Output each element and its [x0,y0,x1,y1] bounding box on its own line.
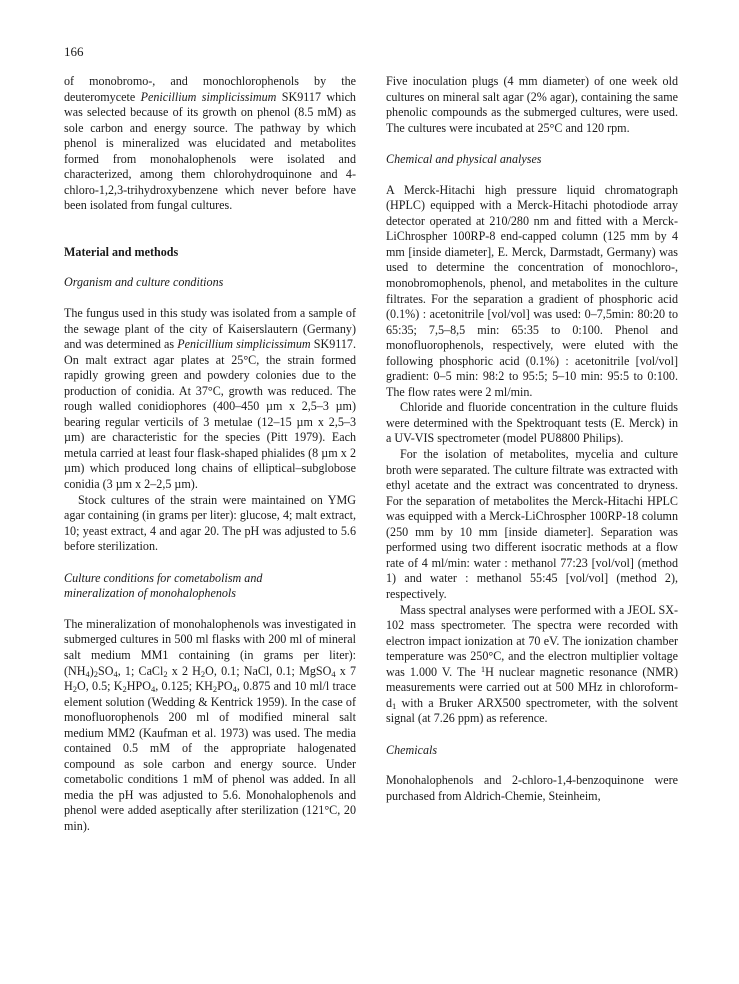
intro-paragraph: of monobromo-, and monochlorophenols by the deuteromycete Penicillium simplicissimum SK9117 which was selected because of its growth on phenol (8.5 mM) as sole carbon and energy source. The pathway by which phenol is mineralized was elucidated and metabolites formed from monohalophenols were isolated and characterized, among them chlorohydroquinone and 4-chloro-1,2,3-trihydroxybenzene which never before have been isolated from fungal cultures. [64,74,356,213]
left-column [64,74,356,835]
subheading-culture-conditions [64,571,356,602]
subheading-chemical-analyses: Chemical and physical analyses [386,152,542,167]
chemicals-paragraph: Monohalophenols and 2-chloro-1,4-benzoquinone were purchased from Aldrich-Chemie, Steinheim, [386,773,678,803]
subheading-culture-line1: Culture conditions for cometabolism and [64,570,263,585]
hplc-paragraph: A Merck-Hitachi high pressure liquid chromatograph (HPLC) equipped with a Merck-Hitachi photodiode array detector operated at 210/280 nm and fitted with a Merck-LiChrospher 100RP-8 end-capped column (125 mm by 4 mm [inside diameter], E. Merck, Darmstadt, Germany) was used to determine the concentration of monochloro-, monobromophenols, phenol, and metabolites in the culture filtrates. For the separation a gradient of phosphoric acid (0.1%) : acetonitrile [vol/vol] was used: 0–7,5min: 80:20 to 65:35; 7,5–8,5 min: 65:35 to 0:100. Phenol and monofluorophenols, respectively, were eluted with the following phosphoric acid (0.1%) : acetonitrile [vol/vol] gradient: 0–5 min: 98:2 to 95:5; 5–10 min: 95:5 to 0:100. The flow rates were 2 ml/min. [386,182,678,399]
stock-cultures-paragraph: Stock cultures of the strain were maintained on YMG agar containing (in grams per liter): glucose, 4; malt extract, 10; yeast extract, 4 and agar 20. The pH was adjusted to 5.6 before sterilization. [64,492,356,554]
subheading-organism: Organism and culture conditions [64,275,224,290]
right-column [386,74,678,805]
isolation-paragraph: For the isolation of metabolites, mycelia and culture broth were separated. The culture filtrate was extracted with ethyl acetate and the extract was concentrated to dryness. For the separation of metabolites the Merck-Hitachi HPLC was equipped with a Merck-LiChrospher 100RP-18 column (250 mm by 10 mm [inside diameter]. Separation was performed using two different isocratic methods at a flow rate of 4 ml/min: water : methanol 77:23 [vol/vol] (method 1) and water : methanol 55:45 [vol/vol] (method 2), respectively. [386,447,678,601]
mineralization-paragraph: The mineralization of monohalophenols was investigated in submerged cultures in 500 ml flasks with 200 ml of mineral salt medium MM1 containing (in grams per liter): $(NH_4)_2SO_4$, 1; CaCl$_2$ x 2 $H_2O$, 0.1; NaCl, 0.1; MgSO$_4$ x 7 $H_2O$, 0.5; $K_2HPO_4$, 0.125; $KH_2PO_4$, 0.875 and 10 ml/l trace element solution (Wedding & Kentrick 1959). In the case of monofluorophenols 200 ml of modified mineral salt medium MM2 (Kaufman et al. 1973) was used. The media contained 0.5 mM of the appropriate halogenated compound as sole carbon and energy source. Under cometabolic conditions 1 mM of phenol was added. In all media the pH was adjusted to 5.6. Monohalophenols and phenol were added aseptically after sterilization (121°C, 20 min). [64,616,357,833]
inoculation-paragraph: Five inoculation plugs (4 mm diameter) of one week old cultures on mineral salt agar (2% agar), containing the same phenolic compounds as the submerged cultures, were used. The cultures were incubated at 25°C and 120 rpm. [386,74,678,135]
mass-spectral-paragraph: Mass spectral analyses were performed with a JEOL SX-102 mass spectrometer. The spectra were recorded with electron impact ionization at 70 eV. The ionization chamber temperature was 250°C, and the electron multiplier voltage was 1.000 V. The $^1$H nuclear magnetic resonance (NMR) measurements were carried out at 500 MHz in chloroform-$d_1$ with a Bruker ARX500 spectrometer, with the solvent signal (at 7.26 ppm) as reference. [386,602,678,726]
chloride-paragraph: Chloride and fluoride concentration in the culture fluids were determined with the Spektroquant tests (E. Merck) in a UV-VIS spectrometer (model PU8800 Philips). [386,400,678,446]
subheading-culture-line2: mineralization of monohalophenols [64,586,236,601]
section-heading-material-methods: Material and methods [64,244,179,259]
organism-paragraph: The fungus used in this study was isolated from a sample of the sewage plant of the city of Kaiserslautern (Germany) and was determined as Penicillium simplicissimum SK9117. On malt extract agar plates at 25°C, the strain formed rapidly growing green and powdery colonies due to the production of conidia. At 37°C, growth was reduced. The rough walled conidiophores (400–450 µm x 2,5–3 µm) bearing regular verticils of 3 metulae (12–15 µm x 2,5–3 µm) are characteristic for the species (Pitt 1979). Each metula carried at least four flask-shaped phialides (8 µm x 2 µm) which produced long chains of elliptical–subglobose conidia (3 µm x 2–2,5 µm). [64,306,356,492]
page-number: 166 [64,44,84,59]
subheading-chemicals: Chemicals [386,742,438,757]
